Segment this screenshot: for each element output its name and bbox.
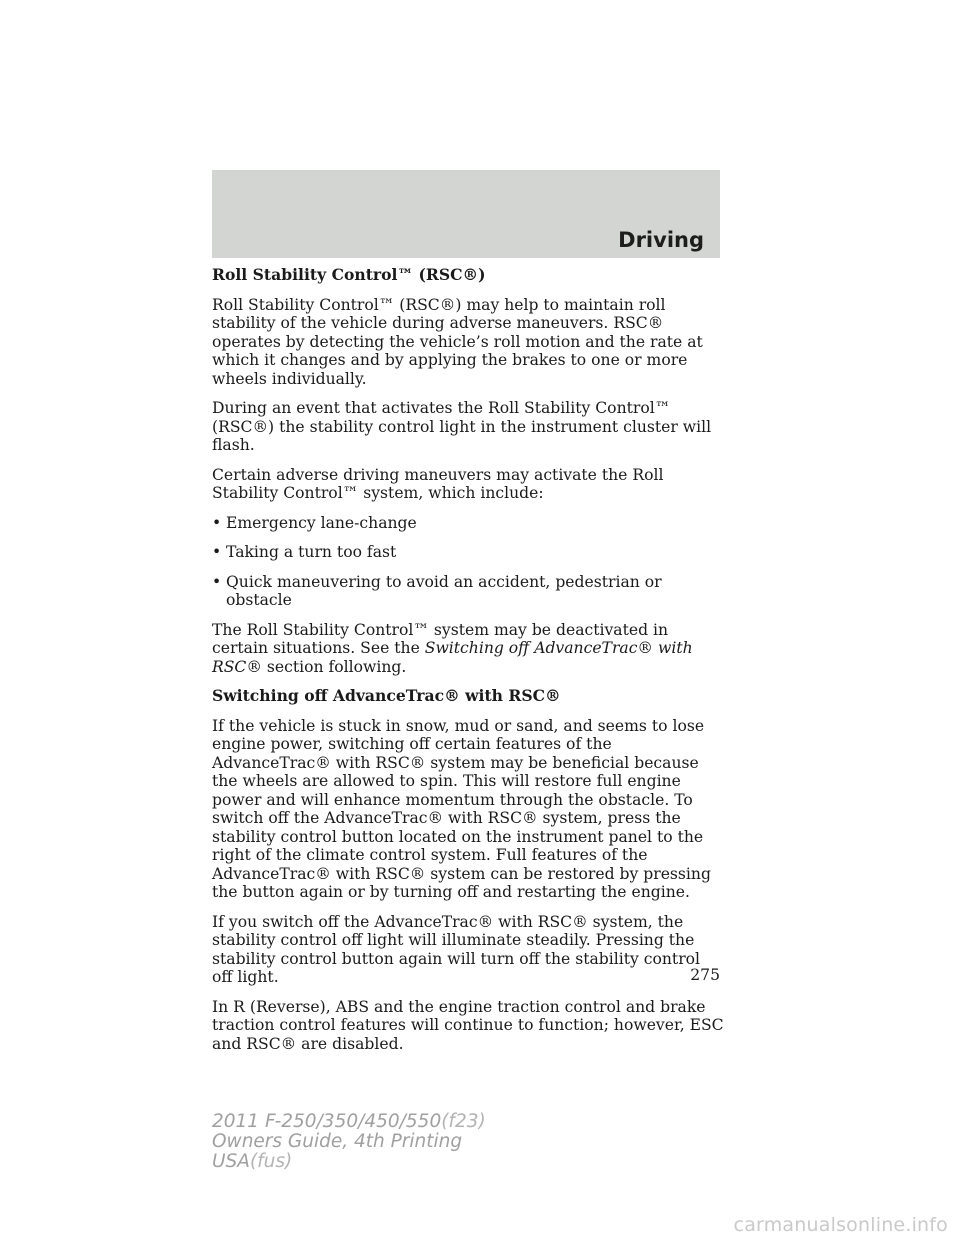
cross-reference: Switching off AdvanceTrac® with RSC® — [212, 639, 693, 676]
rsc-paragraph-3: Certain adverse driving maneuvers may activate the Roll Stability Control™ system, which include: — [212, 465, 664, 502]
page-number: 275 — [690, 966, 720, 984]
watermark: carmanualsonline.info — [733, 1214, 948, 1236]
footer-region-code: (fus) — [249, 1151, 293, 1172]
footer-model: 2011 F-250/350/450/550 — [212, 1111, 442, 1132]
section-title: Driving — [618, 228, 704, 252]
list-item: • Emergency lane-change — [212, 513, 417, 532]
switching-heading: Switching off AdvanceTrac® with RSC® — [212, 686, 561, 705]
footer-region: USA — [212, 1151, 250, 1172]
rsc-heading: Roll Stability Control™ (RSC®) — [212, 265, 486, 284]
section-header-band — [212, 170, 720, 258]
switching-paragraph-2: If you switch off the AdvanceTrac® with RSC® system, the stability control off light will illuminate steadily. Pressing the stability control button again will turn off the stability control off light. — [212, 912, 701, 986]
list-item: • Taking a turn too fast — [212, 543, 397, 561]
bullet-glyph: • — [212, 572, 222, 591]
footer-model-code: (f23) — [441, 1111, 486, 1132]
page-body — [212, 266, 724, 1064]
footer-printing: Owners Guide, 4th Printing — [212, 1131, 463, 1152]
maneuver-list — [212, 514, 724, 610]
rsc-paragraph-4: The Roll Stability Control™ system may be deactivated in certain situations. See the Switching off AdvanceTrac® with RSC® section following. — [212, 620, 693, 676]
rsc-paragraph-1: Roll Stability Control™ (RSC®) may help to maintain roll stability of the vehicle during adverse maneuvers. RSC® operates by detecting the vehicle’s roll motion and the rate at which it changes and by applying the brakes to one or more wheels individually. — [212, 295, 703, 388]
list-item: • Quick maneuvering to avoid an accident, pedestrian or obstacle — [212, 572, 662, 609]
document-footer — [212, 1112, 486, 1172]
bullet-glyph: • — [212, 543, 222, 561]
switching-paragraph-3: In R (Reverse), ABS and the engine traction control and brake traction control features will continue to function; however, ESC and RSC® are disabled. — [212, 997, 724, 1053]
switching-paragraph-1: If the vehicle is stuck in snow, mud or sand, and seems to lose engine power, switching off certain features of the AdvanceTrac® with RSC® system may be beneficial because the wheels are allowed to spin. This will restore full engine power and will enhance momentum through the obstacle. To switch off the AdvanceTrac® with RSC® system, press the stability control button located on the instrument panel to the right of the climate control system. Full features of the AdvanceTrac® with RSC® system can be restored by pressing the button again or by turning off and restarting the engine. — [212, 716, 711, 901]
rsc-paragraph-2: During an event that activates the Roll Stability Control™ (RSC®) the stability control light in the instrument cluster will flash. — [212, 399, 712, 454]
bullet-glyph: • — [212, 513, 222, 532]
